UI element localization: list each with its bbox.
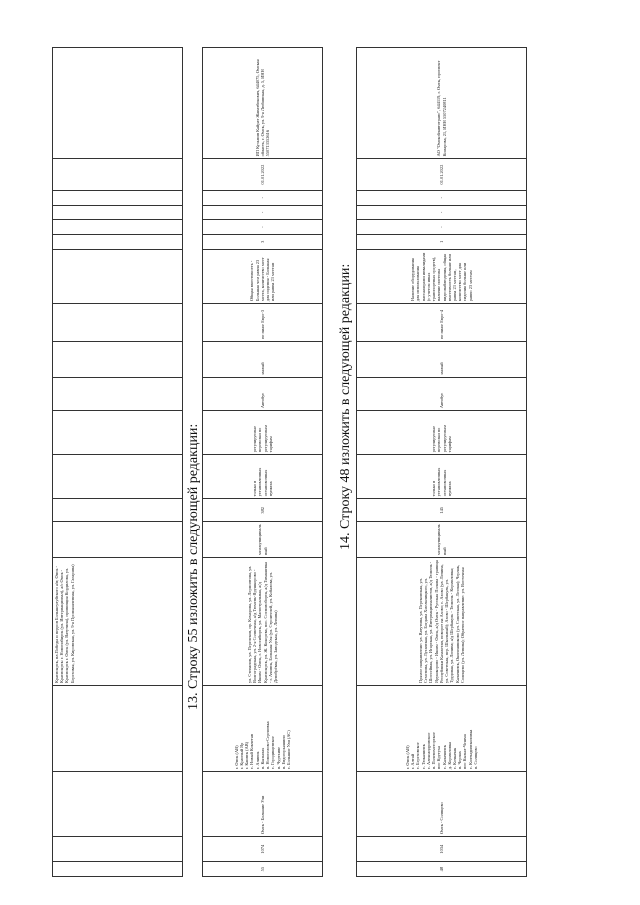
- empty-cell: -: [203, 190, 323, 205]
- row-number: 48: [357, 862, 527, 877]
- route-stops: г. Омск (АВ) г. Алтай с. Березовское с. Тюкалинск с. Александровское п. Полевомегорское пос Крутуха с. Калачинск д. Кормиловка с. Кочкачак п. Чернах пос Кызыл-Чешма с. Колтыдинсколовка п. Солнцево: [357, 686, 527, 772]
- heading-row-55: 13. Строку 55 изложить в следующей редакции:: [186, 423, 201, 710]
- stop-mode: только в установленных остановочных пунктах: [357, 455, 527, 499]
- eco-class: не ниже Евро-4: [357, 304, 527, 342]
- registration-number: 1074: [203, 837, 323, 862]
- table-row: [203, 48, 323, 877]
- carrier-info: ИП Кузьмин Кайрат Жанатбекович, 644075, Омская область, г. Омск, ул. 9-я Любинская, д. 5, ИНН 550713352616: [203, 48, 323, 159]
- start-date: 01.01.2022: [357, 159, 527, 190]
- start-date: 01.01.2022: [203, 159, 323, 190]
- max-vehicle-count: 1: [357, 234, 527, 249]
- prev-route-text: Красноярск, пл.Победы и перрон Большеулуйского а/в; Омск - Красноярск: г. Новосибирск (ул. Интернационал), а/с Омск - Красноярск г. Омск (ул. Ватутина), провинция Кордилова, ул. Березовая, ул. Кировская, ул. 9-я Промышленная, ул. Гагарина): [53, 558, 183, 686]
- tariff-type: регулируемые перевозки по регулируемым тарифам: [203, 411, 323, 455]
- registration-number: 1034: [357, 837, 527, 862]
- previous-table-fragment: [52, 47, 183, 877]
- empty-cell: -: [357, 190, 527, 205]
- row-number: 55: [203, 862, 323, 877]
- route-streets: Прямое направление: ул. Ватутина, ул. Перекопская, ул. Семенова, ул. Луганская, ул. Богдана Хмельницкого, ул. Шоссейная, ул. Игарская, ул. Интернационалистов, а/д Тюмень - Ярушкорово - Ишим - Омск, а/д Омск - Русская Поляна - граница Республики Казахстан, поворот на Азово; с. Азово (ул. Ленина, ул. Советская, пер. Школьный); Азово - Шербакуль, ул. Трудовая, ул. Ленина; а/д Шербакуль - Тюмень - Кормиловка; Калачинск, Оконешниково (ул. Советская, ул. Лесная); Черлак, Солнцево (ул. Ленина); Обратное направление: ул. Восточная: [357, 558, 527, 686]
- carrier-info: АО "Омскоблавтотранс", 644119, г. Омск, проспект Комарова, 21, ИНН 5507240811: [357, 48, 527, 159]
- table-row: [357, 48, 527, 877]
- empty-cell: -: [203, 205, 323, 220]
- route-length: 145: [357, 499, 527, 522]
- empty-cell: -: [203, 220, 323, 235]
- table-row-55: [202, 47, 323, 877]
- vehicle-type: Автобус: [203, 377, 323, 411]
- route-streets: ул. Степанов, ул. Перелеков, пр. Комарова, ул. Лермонтова, ул. Волгоградская, ул. 2-я Солнечная, а/д Тюмень-Ярушкорово - Ишим - Омск, г. Новосибирск, ул. Магистральная, а/д Красноярск, ул. Ж. Кокорева, пос. Сосновоборск, а/д Тимашевка - г. Ачинск, Большая Уля (ул. Строителей, ул. Кобалова, ул. Девобрёвая, ул. Заводская, ул. Ленина): [203, 558, 323, 686]
- route-name: Омск - Большие Ули: [203, 772, 323, 837]
- route-stops: г. Омск (АВ) г. Красный Яр г. Каинск (АВ) с. Новый Кокчетав г. Ачинск п. Кызылах п. Новоселово-Сергиевка с. Городищенское п. Чуртхиве п. Евдогорьяшино с. Большие Ули (АС): [203, 686, 323, 772]
- heading-row-48: 14. Строку 48 изложить в следующей редакции:: [338, 263, 353, 550]
- stop-mode: только в установленных остановочных пунктах: [203, 455, 323, 499]
- empty-cell: -: [357, 220, 527, 235]
- vehicle-class: малый: [357, 341, 527, 377]
- vehicle-characteristics: Наличие оборудования для использования пассажирами инвалидами (с учетом иных транспортных средств), наличие системы видеонаблюдения, общая вместимость больше или равна 23 местам, количество мест для сидения больше или равно 23 местам: [357, 249, 527, 304]
- vehicle-class: малый: [203, 341, 323, 377]
- table-row-48: [356, 47, 527, 877]
- tariff-type: регулируемые перевозки по регулируемым тарифам: [357, 411, 527, 455]
- eco-class: не ниже Евро-3: [203, 304, 323, 342]
- max-vehicle-count: 3: [203, 234, 323, 249]
- vehicle-characteristics: Общая вместимость - Большая чем равна 23 места, количество мест для сидения - Большая или равна 23 местам: [203, 249, 323, 304]
- route-order: межмуниципальный: [203, 522, 323, 558]
- vehicle-type: Автобус: [357, 377, 527, 411]
- route-order: межмуниципальный: [357, 522, 527, 558]
- route-name: Омск - Солнцево: [357, 772, 527, 837]
- route-length: 382: [203, 499, 323, 522]
- empty-cell: -: [357, 205, 527, 220]
